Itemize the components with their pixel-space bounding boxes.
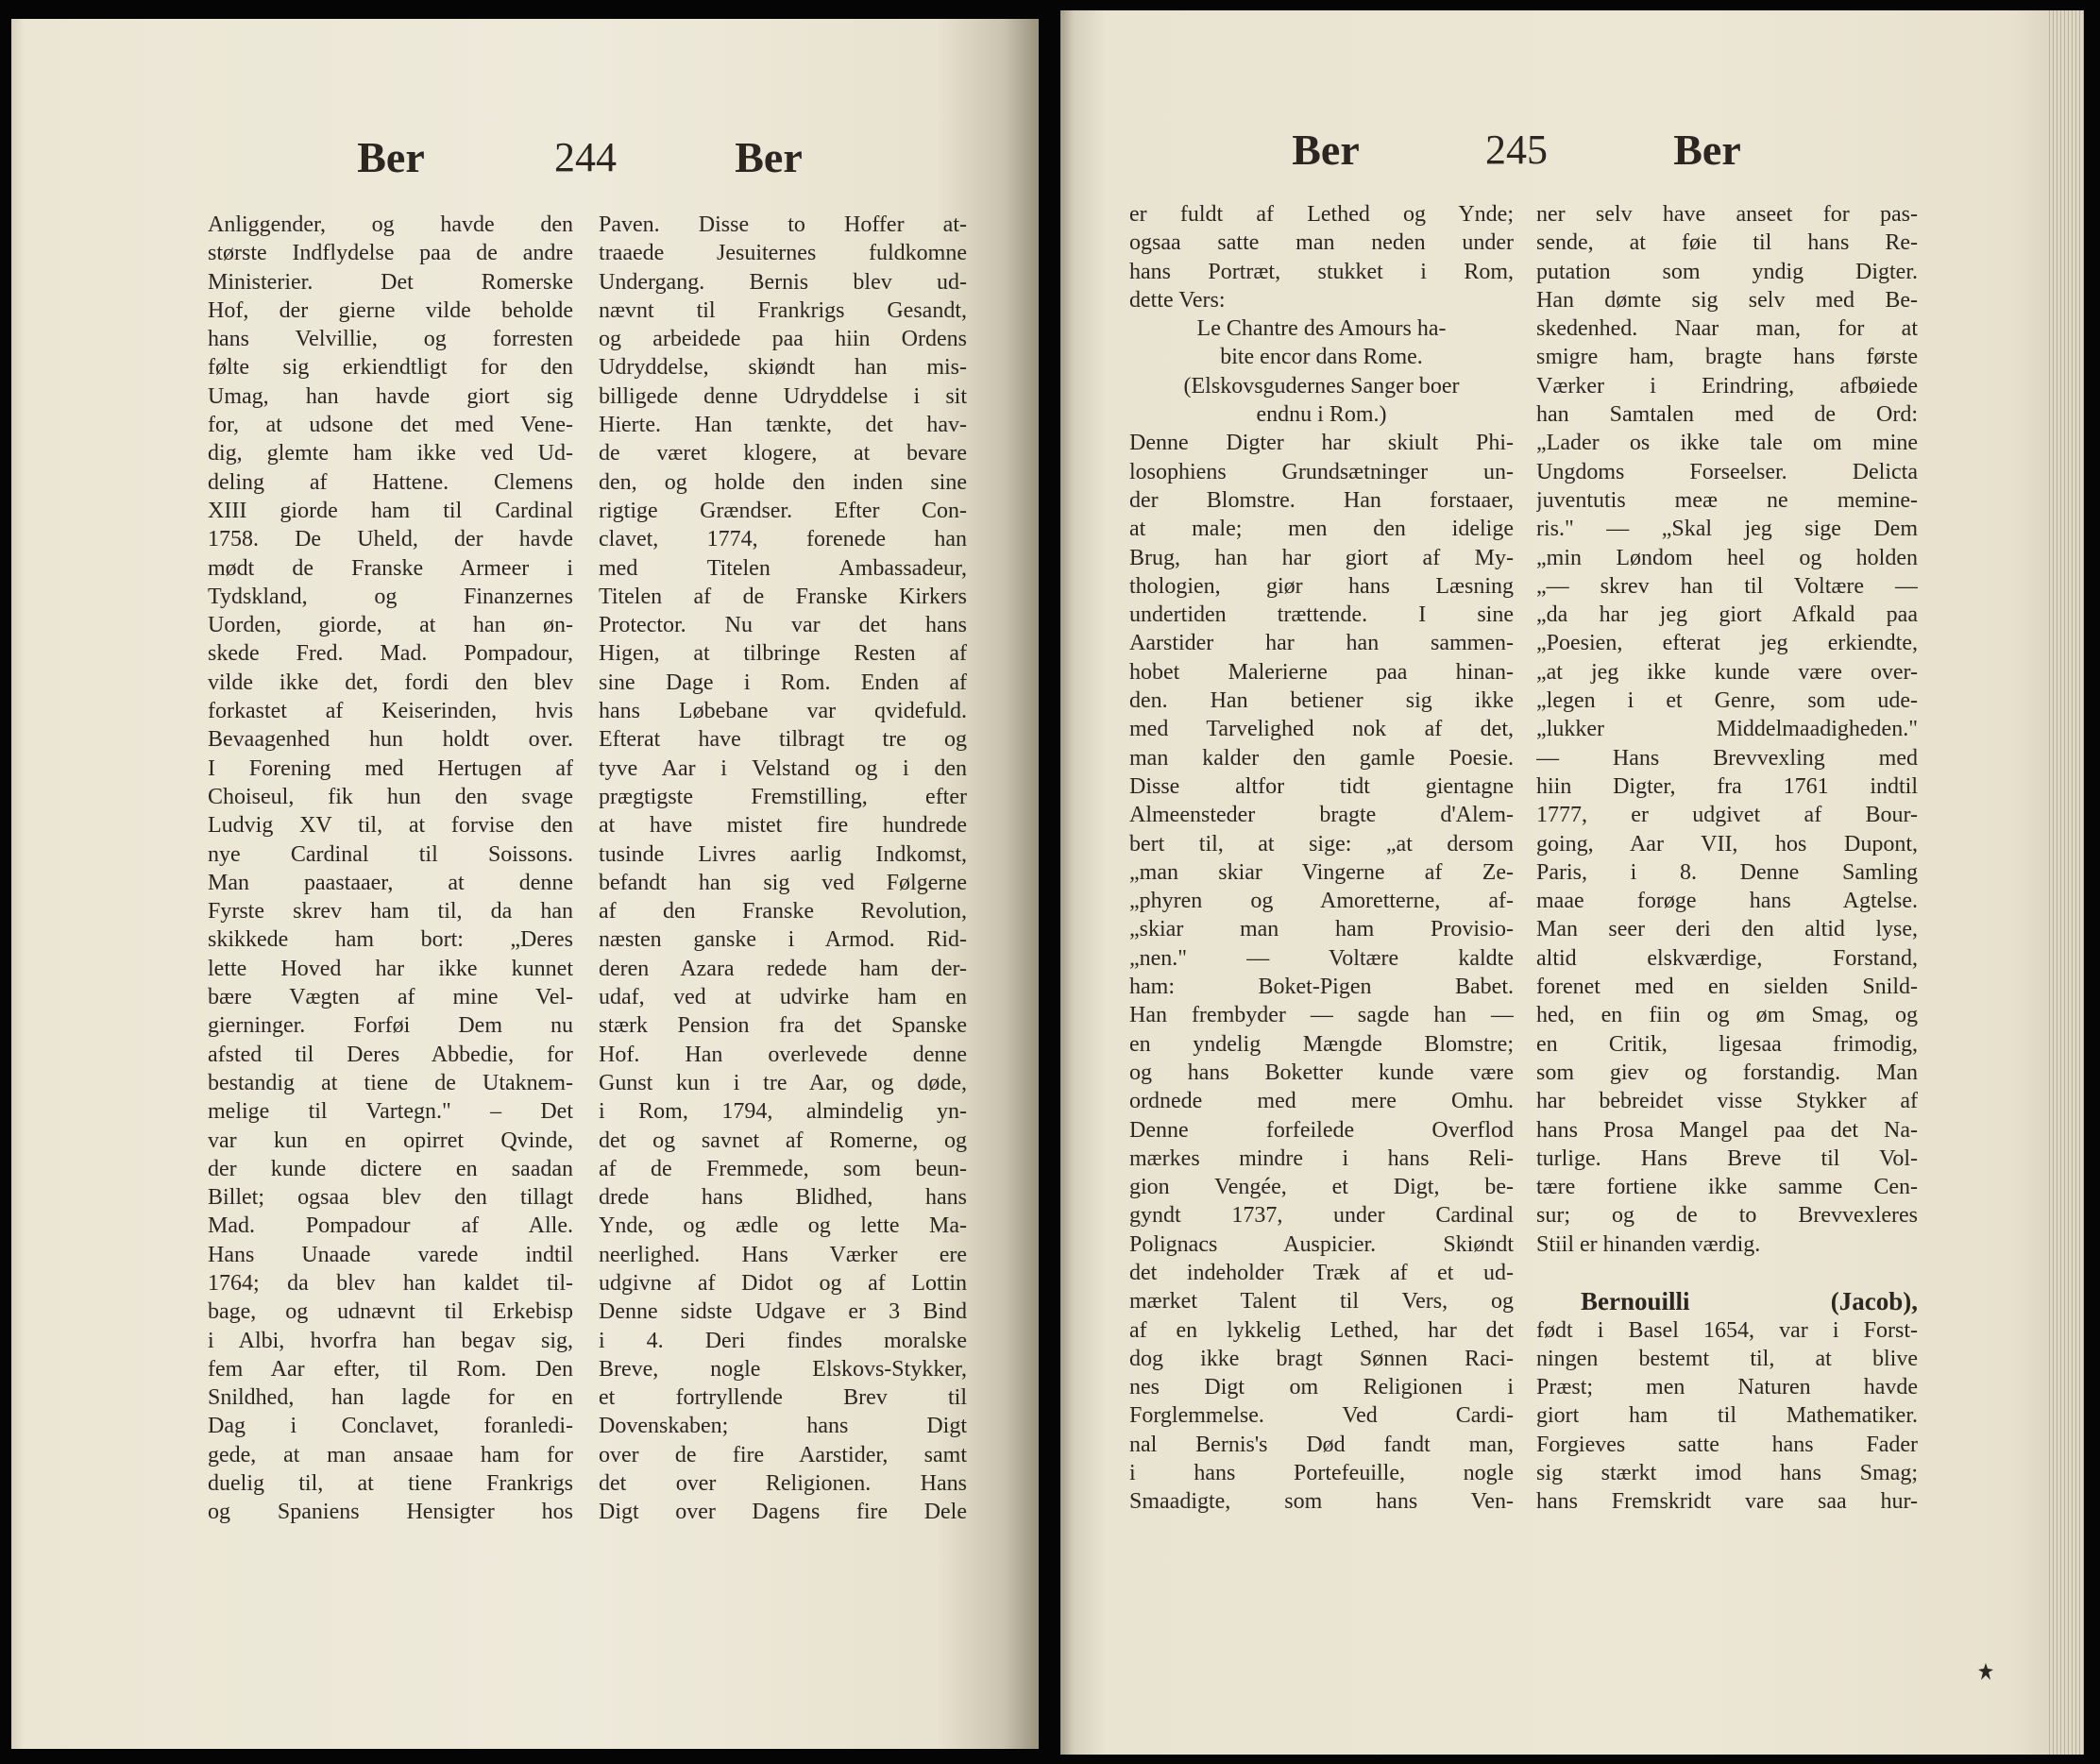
- text-line: I Forening med Hertugen af: [208, 755, 573, 781]
- text-line: traaede Jesuiternes fuldkomne: [599, 241, 967, 266]
- text-line: sig stærkt imod hans Smag;: [1536, 1461, 1918, 1486]
- text-line: nes Digt om Religionen i: [1129, 1375, 1514, 1400]
- text-line: Paven. Disse to Hoffer at-: [599, 212, 967, 237]
- page-left: [11, 19, 1039, 1749]
- text-line: som giev og forstandig. Man: [1536, 1060, 1918, 1085]
- text-line: 1764; da blev han kaldet til-: [208, 1270, 573, 1296]
- text-line: skedenhed. Naar man, for at: [1536, 316, 1918, 342]
- text-line: der kunde dictere en saadan: [208, 1156, 573, 1181]
- text-line: duelig til, at tiene Frankrigs: [208, 1471, 573, 1497]
- text-line: XIII giorde ham til Cardinal: [208, 498, 573, 523]
- text-line: Ungdoms Forseelser. Delicta: [1536, 459, 1918, 484]
- text-line: i Albi, hvorfra han begav sig,: [208, 1328, 573, 1353]
- text-line: dig, glemte ham ikke ved Ud-: [208, 441, 573, 466]
- text-line: Protector. Nu var det hans: [599, 613, 967, 638]
- text-line: hans Velvillie, og forresten: [208, 327, 573, 352]
- text-line: Umag, han havde giort sig: [208, 383, 573, 409]
- text-line: Han frembyder — sagde han —: [1129, 1003, 1514, 1028]
- text-line: bert til, at sige: „at dersom: [1129, 831, 1514, 857]
- running-head-left: Ber: [357, 133, 425, 181]
- text-line: ordnede med mere Omhu.: [1129, 1089, 1514, 1114]
- text-line: „legen i et Genre, som ude-: [1536, 688, 1918, 714]
- text-line: Higen, at tilbringe Resten af: [599, 641, 967, 667]
- entry-heading: Bernouilli (Jacob),: [1581, 1287, 1918, 1316]
- text-line: Ynde, og ædle og lette Ma-: [599, 1213, 967, 1239]
- text-line: turlige. Hans Breve til Vol-: [1536, 1145, 1918, 1171]
- text-line: putation som yndig Digter.: [1536, 259, 1918, 284]
- text-line: „man skiar Vingerne af Ze-: [1129, 859, 1514, 885]
- text-line: ham: Boket-Pigen Babet.: [1129, 975, 1514, 1000]
- text-line: Paris, i 8. Denne Samling: [1536, 859, 1918, 885]
- verse-line: Le Chantre des Amours ha-: [1196, 316, 1447, 342]
- text-line: skede Fred. Mad. Pompadour,: [208, 641, 573, 667]
- text-line: afsted til Deres Abbedie, for: [208, 1042, 573, 1067]
- text-line: ogsaa satte man neden under: [1129, 230, 1514, 256]
- text-line: Man seer deri den altid lyse,: [1536, 917, 1918, 942]
- text-line: ningen bestemt til, at blive: [1536, 1346, 1918, 1371]
- text-line: losophiens Grundsætninger un-: [1129, 459, 1514, 484]
- text-line: clavet, 1774, forenede han: [599, 527, 967, 552]
- text-line: Ludvig XV til, at forvise den: [208, 813, 573, 839]
- text-line: af de Fremmede, som beun-: [599, 1156, 967, 1181]
- text-line: bestandig at tiene de Utaknem-: [208, 1070, 573, 1095]
- text-line: thologien, giør hans Læsning: [1129, 573, 1514, 599]
- running-head-left: Ber: [1292, 126, 1360, 174]
- text-line: udgivne af Didot og af Lottin: [599, 1270, 967, 1296]
- text-line: en yndelig Mængde Blomstre;: [1129, 1031, 1514, 1057]
- text-line: det over Religionen. Hans: [599, 1471, 967, 1497]
- text-line: Titelen af de Franske Kirkers: [599, 584, 967, 609]
- text-line: undertiden trættende. I sine: [1129, 602, 1514, 628]
- text-line: „Poesien, efterat jeg erkiendte,: [1536, 631, 1918, 656]
- text-line: den, og holde den inden sine: [599, 469, 967, 495]
- text-line: skikkede ham bort: „Deres: [208, 927, 573, 953]
- text-line: i Rom, 1794, almindelig yn-: [599, 1099, 967, 1125]
- text-line: altid elskværdige, Forstand,: [1536, 945, 1918, 971]
- text-line: maae forøge hans Agtelse.: [1536, 889, 1918, 914]
- text-line: gierninger. Forføi Dem nu: [208, 1013, 573, 1039]
- text-line: Udryddelse, skiøndt han mis-: [599, 355, 967, 381]
- text-line: fem Aar efter, til Rom. Den: [208, 1356, 573, 1382]
- text-line: hans Portræt, stukket i Rom,: [1129, 259, 1514, 284]
- text-line: nal Bernis's Død fandt man,: [1129, 1432, 1514, 1457]
- text-line: Digt over Dagens fire Dele: [599, 1500, 967, 1525]
- text-line: over de fire Aarstider, samt: [599, 1442, 967, 1467]
- text-line: gion Vengée, et Digt, be-: [1129, 1175, 1514, 1200]
- text-line: giort ham til Mathematiker.: [1536, 1403, 1918, 1429]
- text-line: Uorden, giorde, at han øn-: [208, 613, 573, 638]
- text-line: Dovenskaben; hans Digt: [599, 1414, 967, 1439]
- text-line: har bebreidet visse Stykker af: [1536, 1089, 1918, 1114]
- text-line: Gunst kun i tre Aar, og døde,: [599, 1070, 967, 1095]
- text-line: mærkes mindre i hans Reli-: [1129, 1145, 1514, 1171]
- text-line: lette Hoved har ikke kunnet: [208, 956, 573, 981]
- page-right: [1060, 10, 2084, 1755]
- text-line: forkastet af Keiserinden, hvis: [208, 699, 573, 724]
- page-number: 245: [1485, 127, 1548, 173]
- text-line: følte sig erkiendtligt for den: [208, 355, 573, 381]
- text-line: det og savnet af Romerne, og: [599, 1128, 967, 1153]
- verse-line: bite encor dans Rome.: [1220, 345, 1423, 370]
- text-line: bære Vægten af mine Vel-: [208, 985, 573, 1010]
- text-line: sur; og de to Brevvexleres: [1536, 1203, 1918, 1229]
- page-edge-stack: [2046, 10, 2084, 1755]
- text-line: der Blomstre. Han forstaaer,: [1129, 487, 1514, 513]
- text-line: ris." — „Skal jeg sige Dem: [1536, 517, 1918, 542]
- text-column-1: [208, 211, 573, 1527]
- text-line: de været klogere, at bevare: [599, 441, 967, 466]
- text-line: Ministerier. Det Romerske: [208, 269, 573, 295]
- blank-line: [1536, 1259, 1918, 1287]
- text-line: Hans Unaade varede indtil: [208, 1242, 573, 1267]
- text-line: „lukker Middelmaadigheden.": [1536, 717, 1918, 742]
- text-line: Denne sidste Udgave er 3 Bind: [599, 1299, 967, 1325]
- text-line: ner selv have anseet for pas-: [1536, 202, 1918, 227]
- text-line: dog ikke bragt Sønnen Raci-: [1129, 1346, 1514, 1371]
- text-line: af en lykkelig Lethed, har det: [1129, 1317, 1514, 1343]
- text-line: nævnt til Frankrigs Gesandt,: [599, 297, 967, 323]
- text-line: Hof. Han overlevede denne: [599, 1042, 967, 1067]
- text-line: „— skrev han til Voltære —: [1536, 573, 1918, 599]
- text-line: drede hans Blidhed, hans: [599, 1185, 967, 1211]
- text-line: i hans Portefeuille, nogle: [1129, 1461, 1514, 1486]
- text-line: deling af Hattene. Clemens: [208, 469, 573, 495]
- text-line: tære fortiene ikke samme Cen-: [1536, 1175, 1918, 1200]
- text-line: Undergang. Bernis blev ud-: [599, 269, 967, 295]
- text-line: Fyrste skrev ham til, da han: [208, 899, 573, 924]
- text-line: Almeensteder bragte d'Alem-: [1129, 803, 1514, 828]
- text-line: vilde ikke det, fordi den blev: [208, 670, 573, 695]
- text-line: „phyren og Amoretterne, af-: [1129, 889, 1514, 914]
- text-line: — Hans Brevvexling med: [1536, 745, 1918, 771]
- text-line: Dag i Conclavet, foranledi-: [208, 1414, 573, 1439]
- text-line: rigtige Grændser. Efter Con-: [599, 498, 967, 523]
- text-line: mødt de Franske Armeer i: [208, 555, 573, 581]
- text-line: med Tarvelighed nok af det,: [1129, 717, 1514, 742]
- text-line: var kun en opirret Qvinde,: [208, 1128, 573, 1153]
- text-line: hobet Malerierne paa hinan-: [1129, 659, 1514, 685]
- text-line: for, at udsone det med Vene-: [208, 413, 573, 438]
- text-line: hiin Digter, fra 1761 indtil: [1536, 773, 1918, 799]
- text-line: neerlighed. Hans Værker ere: [599, 1242, 967, 1267]
- text-line: 1777, er udgivet af Bour-: [1536, 803, 1918, 828]
- text-line: den. Han betiener sig ikke: [1129, 688, 1514, 714]
- text-line: største Indflydelse paa de andre: [208, 241, 573, 266]
- text-line: Han dømte sig selv med Be-: [1536, 287, 1918, 313]
- text-line: „skiar man ham Provisio-: [1129, 917, 1514, 942]
- text-line: en Critik, ligesaa frimodig,: [1536, 1031, 1918, 1057]
- page-number: 244: [554, 134, 617, 180]
- text-line: af den Franske Revolution,: [599, 899, 967, 924]
- text-column-2: [1536, 200, 1918, 1517]
- text-line: hans Løbebane var qvidefuld.: [599, 699, 967, 724]
- text-line: tusinde Livres aarlig Indkomst,: [599, 841, 967, 867]
- text-line: er fuldt af Lethed og Ynde;: [1129, 202, 1514, 227]
- text-line: billigede denne Udryddelse i sit: [599, 383, 967, 409]
- text-line: han Samtalen med de Ord:: [1536, 402, 1918, 428]
- text-line: going, Aar VII, hos Dupont,: [1536, 831, 1918, 857]
- text-line: Hierte. Han tænkte, det hav-: [599, 413, 967, 438]
- text-line: stærk Pension fra det Spanske: [599, 1013, 967, 1039]
- text-line: i 4. Deri findes moralske: [599, 1328, 967, 1353]
- text-line: det indeholder Træk af et ud-: [1129, 1260, 1514, 1285]
- text-line: Billet; ogsaa blev den tillagt: [208, 1185, 573, 1211]
- text-line: Tydskland, og Finanzernes: [208, 584, 573, 609]
- text-line: smigre ham, bragte hans første: [1536, 345, 1918, 370]
- text-line: deren Azara redede ham der-: [599, 956, 967, 981]
- text-line: Værker i Erindring, afbøiede: [1536, 373, 1918, 399]
- text-line: og Spaniens Hensigter hos: [208, 1500, 573, 1525]
- text-line: sende, at føie til hans Re-: [1536, 230, 1918, 256]
- text-line: Anliggender, og havde den: [208, 212, 573, 237]
- text-line: et fortryllende Brev til: [599, 1385, 967, 1411]
- text-line: 1758. De Uheld, der havde: [208, 527, 573, 552]
- text-line: Forgieves satte hans Fader: [1536, 1432, 1918, 1457]
- text-line: „min Løndom heel og holden: [1536, 545, 1918, 570]
- text-line: Bevaagenhed hun holdt over.: [208, 727, 573, 753]
- text-line: prægtigste Fremstilling, efter: [599, 784, 967, 809]
- text-line: gede, at man ansaae ham for: [208, 1442, 573, 1467]
- running-head-right: Ber: [735, 133, 803, 181]
- text-line: Man paastaaer, at denne: [208, 870, 573, 895]
- text-line: „at jeg ikke kunde være over-: [1536, 659, 1918, 685]
- text-column-2: [599, 211, 967, 1527]
- text-line: dette Vers:: [1129, 287, 1226, 313]
- signature-mark-icon: [1977, 1662, 1994, 1681]
- text-line: at male; men den idelige: [1129, 517, 1514, 542]
- text-line: tyve Aar i Velstand og i den: [599, 755, 967, 781]
- text-line: Efterat have tilbragt tre og: [599, 727, 967, 753]
- text-line: Brug, han har giort af My-: [1129, 545, 1514, 570]
- text-line: melige til Vartegn." – Det: [208, 1099, 573, 1125]
- verse-line: endnu i Rom.): [1256, 402, 1387, 428]
- running-head-right: Ber: [1673, 126, 1741, 174]
- verse-line: (Elskovsgudernes Sanger boer: [1183, 373, 1460, 399]
- text-line: juventutis meæ ne memine-: [1536, 487, 1918, 513]
- text-line: Præst; men Naturen havde: [1536, 1375, 1918, 1400]
- text-line: Denne forfeilede Overflod: [1129, 1117, 1514, 1143]
- text-line: næsten ganske i Armod. Rid-: [599, 927, 967, 953]
- text-line: befandt han sig ved Følgerne: [599, 870, 967, 895]
- text-line: Hof, der gierne vilde beholde: [208, 297, 573, 323]
- text-line: Forglemmelse. Ved Cardi-: [1129, 1403, 1514, 1429]
- text-line: og hans Boketter kunde være: [1129, 1060, 1514, 1085]
- text-line: Aarstider har han sammen-: [1129, 631, 1514, 656]
- text-line: udaf, ved at udvirke ham en: [599, 985, 967, 1010]
- text-line: man kalder den gamle Poesie.: [1129, 745, 1514, 771]
- text-line: Polignacs Auspicier. Skiøndt: [1129, 1231, 1514, 1257]
- text-line: „nen." — Voltære kaldte: [1129, 945, 1514, 971]
- text-line: at have mistet fire hundrede: [599, 813, 967, 839]
- text-line: hans Prosa Mangel paa det Na-: [1536, 1117, 1918, 1143]
- text-line: „Lader os ikke tale om mine: [1536, 431, 1918, 456]
- text-column-1: [1129, 200, 1514, 1517]
- text-line: Snildhed, han lagde for en: [208, 1385, 573, 1411]
- text-line: nye Cardinal til Soissons.: [208, 841, 573, 867]
- text-line: Mad. Pompadour af Alle.: [208, 1213, 573, 1239]
- text-line: Denne Digter har skiult Phi-: [1129, 431, 1514, 456]
- text-line: og arbeidede paa hiin Ordens: [599, 327, 967, 352]
- text-line: hed, en fiin og øm Smag, og: [1536, 1003, 1918, 1028]
- text-line: forenet med en sielden Snild-: [1536, 975, 1918, 1000]
- text-line: sine Dage i Rom. Enden af: [599, 670, 967, 695]
- text-line: gyndt 1737, under Cardinal: [1129, 1203, 1514, 1229]
- text-line: „da har jeg giort Afkald paa: [1536, 602, 1918, 628]
- text-line: mærket Talent til Vers, og: [1129, 1289, 1514, 1315]
- text-line: Choiseul, fik hun den svage: [208, 784, 573, 809]
- text-line: hans Fremskridt vare saa hur-: [1536, 1489, 1918, 1515]
- text-line: Smaadigte, som hans Ven-: [1129, 1489, 1514, 1515]
- text-line: Breve, nogle Elskovs-Stykker,: [599, 1356, 967, 1382]
- text-line: Stiil er hinanden værdig.: [1536, 1231, 1761, 1257]
- text-line: med Titelen Ambassadeur,: [599, 555, 967, 581]
- text-line: født i Basel 1654, var i Forst-: [1536, 1317, 1918, 1343]
- text-line: bage, og udnævnt til Erkebisp: [208, 1299, 573, 1325]
- text-line: Disse altfor tidt gientagne: [1129, 773, 1514, 799]
